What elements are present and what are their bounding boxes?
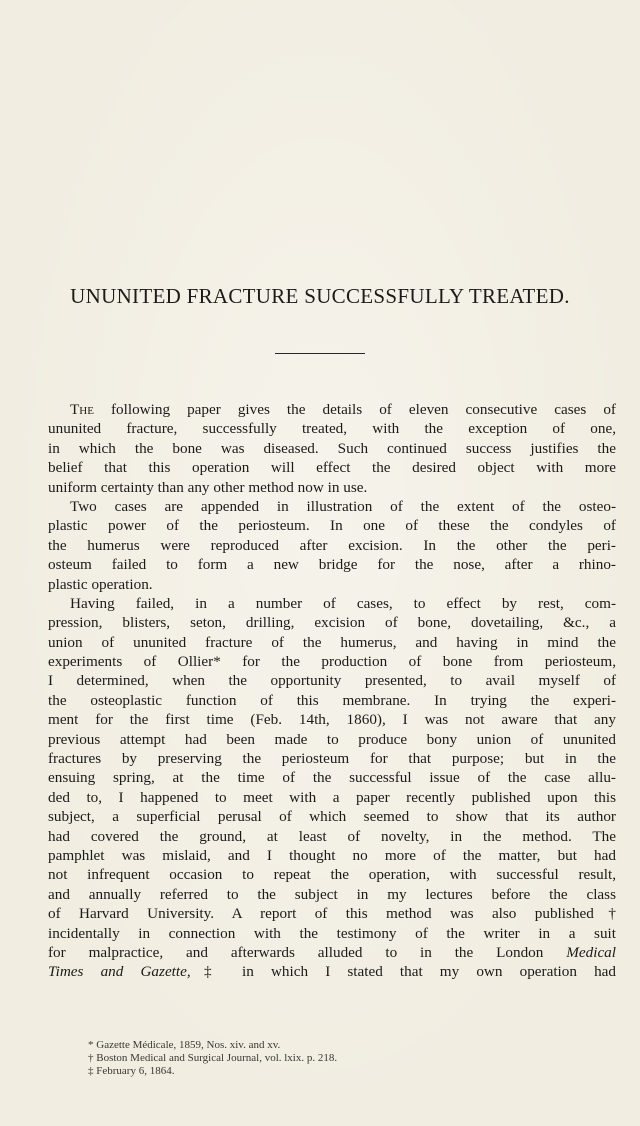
footnote-mark: ‡ <box>190 963 225 981</box>
body-line: subject, a superficial perusal of which seemed to show that its author <box>48 808 616 826</box>
body-line: fractures by preserving the periosteum for that purpose; but in the <box>48 750 616 768</box>
body-line: ment for the first time (Feb. 14th, 1860), I was not aware that any <box>48 711 616 729</box>
body-line: Having failed, in a number of cases, to effect by rest, com- <box>70 594 616 612</box>
body-line: Times and Gazette,‡ in which I stated that my own operation had <box>48 963 617 981</box>
footnote: * Gazette Médicale, 1859, Nos. xiv. and xv. <box>88 1039 281 1051</box>
body-line: plastic operation. <box>48 575 153 593</box>
body-line: experiments of Ollier* for the production of bone from periosteum, <box>48 653 616 671</box>
body-line: for malpractice, and afterwards alluded to in the London Medical <box>48 943 616 961</box>
body-line: ununited fracture, successfully treated, with the exception of one, <box>48 420 616 438</box>
journal-name-italic: Times and Gazette, <box>48 963 191 981</box>
footnotes <box>48 1039 616 1079</box>
body-line: not infrequent occasion to repeat the operation, with successful result, <box>48 866 616 884</box>
body-line: pression, blisters, seton, drilling, excision of bone, dovetailing, &c., a <box>48 614 616 632</box>
article-body <box>48 400 616 982</box>
body-line: plastic power of the periosteum. In one of these the condyles of <box>48 517 616 535</box>
body-line: had covered the ground, at least of novelty, in the method. The <box>48 827 616 845</box>
body-line: ensuing spring, at the time of the successful issue of the case allu- <box>48 769 616 787</box>
body-line: and annually referred to the subject in my lectures before the class <box>48 885 616 903</box>
body-line: osteum failed to form a new bridge for the nose, after a rhino- <box>48 556 616 574</box>
footnote: † Boston Medical and Surgical Journal, vol. lxix. p. 218. <box>88 1052 338 1065</box>
footnote: ‡ February 6, 1864. <box>88 1065 175 1078</box>
body-line: uniform certainty than any other method now in use. <box>48 478 368 496</box>
body-line: union of ununited fracture of the humerus, and having in mind the <box>48 633 616 651</box>
body-line: in which the bone was diseased. Such continued success justifies the <box>48 439 616 457</box>
body-line: the osteoplastic function of this membrane. In trying the experi- <box>48 691 616 709</box>
body-line: incidentally in connection with the testimony of the writer in a suit <box>48 924 616 942</box>
title-divider <box>275 353 365 354</box>
body-line: the humerus were reproduced after excision. In the other the peri- <box>48 536 616 554</box>
article-title: UNUNITED FRACTURE SUCCESSFULLY TREATED. <box>70 284 570 308</box>
body-line: ded to, I happened to meet with a paper recently published upon this <box>48 788 616 806</box>
body-line: I determined, when the opportunity presented, to avail myself of <box>48 672 616 690</box>
journal-name-italic: Medical <box>566 943 616 961</box>
body-line: belief that this operation will effect the desired object with more <box>48 459 616 477</box>
body-line: of Harvard University. A report of this method was also published† <box>48 905 616 923</box>
lead-word: The <box>70 401 94 418</box>
body-line: pamphlet was mislaid, and I thought no more of the matter, but had <box>48 846 616 864</box>
body-line: The following paper gives the details of eleven consecutive cases of <box>70 401 616 418</box>
body-line: previous attempt had been made to produce bony union of ununited <box>48 730 616 748</box>
body-line: Two cases are appended in illustration of the extent of the osteo- <box>70 497 616 515</box>
